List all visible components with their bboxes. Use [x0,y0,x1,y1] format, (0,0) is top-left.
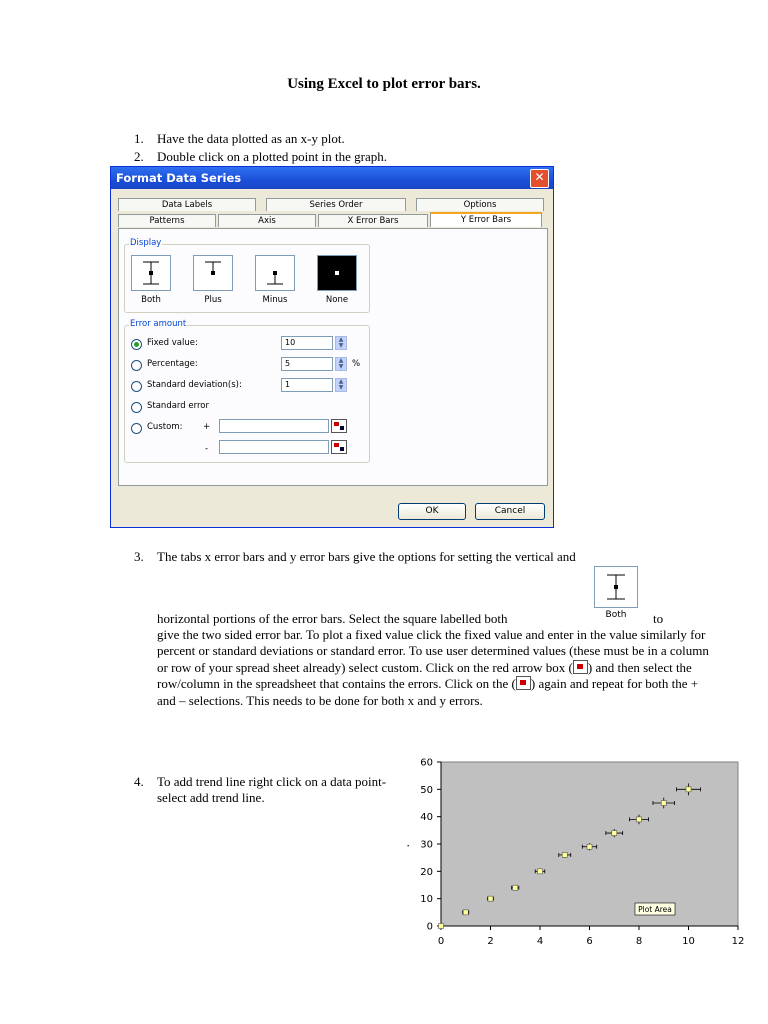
step-number: 1. [134,131,144,146]
percent-sign: % [352,359,361,369]
data-point [439,924,444,929]
chart-svg [402,752,752,962]
step-1 [134,131,694,147]
instruction-text: give the two sided error bar. To plot a fixed value click the fixed value and enter in the value similarly for percent or standard deviations or standard error. To use user determined values (these must be in a column or row of your spread sheet already) select custom. Click on the red arrow box ( [157,627,709,675]
step-2 [134,149,694,165]
y-tick-label: 0 [426,921,433,933]
tab-y-error-bars[interactable]: Y Error Bars [430,212,542,227]
y-tick-label: 40 [420,812,433,824]
both-thumbnail-label: Both [605,610,627,620]
step-text: The tabs x error bars and y error bars give the options for setting the vertical and [157,549,576,564]
close-icon[interactable]: ✕ [530,169,549,188]
tab-series-order[interactable]: Series Order [266,198,406,211]
instruction-line [157,611,717,627]
error-bar-chart [402,752,752,962]
error-amount-label: Error amount [130,319,187,329]
tab-x-error-bars[interactable]: X Error Bars [318,214,428,227]
fixed-value-input[interactable]: 10 [281,336,333,350]
none-bar-icon [318,256,356,290]
x-tick-label: 6 [586,936,593,947]
format-data-series-dialog [110,166,554,528]
y-tick-label: 10 [420,894,433,906]
x-tick-label: 2 [487,936,494,947]
step-text: Double click on a plotted point in the graph. [157,149,387,164]
minus-bar-icon [256,256,294,290]
display-both-option[interactable] [131,255,171,291]
both-option-thumbnail [594,566,638,608]
plot-area-tooltip-label: Plot Area [638,905,672,914]
instruction-text: horizontal portions of the error bars. Select the square labelled both [157,611,508,626]
y-tick-label: 30 [420,839,433,851]
stray-mark: · [406,838,411,853]
custom-minus-sign: - [205,444,209,454]
custom-label: Custom: [147,422,183,432]
x-tick-label: 12 [731,936,745,947]
display-plus-option[interactable] [193,255,233,291]
custom-radio[interactable] [131,423,142,434]
data-point [612,831,617,836]
display-option-label: Both [141,295,161,305]
data-point [562,852,567,857]
tab-axis[interactable]: Axis [218,214,316,227]
y-tick-label: 20 [420,866,433,878]
x-tick-label: 0 [437,936,445,947]
data-point [538,869,543,874]
display-option-label: Minus [262,295,288,305]
instruction-text: ) and then select the row/column in the spreadsheet that contains the errors. Click on the ( [157,659,692,692]
step-text: Have the data plotted as an x-y plot. [157,131,345,146]
tab-patterns[interactable]: Patterns [118,214,216,227]
fixed-value-radio[interactable] [131,339,142,350]
data-point [587,844,592,849]
red-arrow-box-icon [573,660,588,674]
tab-data-labels[interactable]: Data Labels [118,198,256,211]
step-number: 3. [134,549,144,564]
red-arrow-box-icon [516,676,531,690]
data-point [686,787,691,792]
fixed-value-stepper[interactable]: ▲ ▼ [335,336,347,350]
x-tick-label: 4 [536,936,544,947]
x-tick-label: 10 [682,936,695,947]
fixed-value-label: Fixed value: [147,338,198,348]
custom-plus-sign: + [203,422,211,432]
y-tick-label: 50 [420,784,433,796]
custom-plus-input[interactable] [219,419,329,433]
stddev-label: Standard deviation(s): [147,380,242,390]
percentage-input[interactable]: 5 [281,357,333,371]
both-bar-icon [595,567,637,607]
both-bar-icon [132,256,170,290]
ok-button[interactable]: OK [398,503,466,520]
dialog-title: Format Data Series [116,171,242,185]
stderr-label: Standard error [147,401,209,411]
instruction-paragraph [157,627,717,709]
stderr-radio[interactable] [131,402,142,413]
percentage-label: Percentage: [147,359,198,369]
display-none-option[interactable] [317,255,357,291]
error-amount-group [124,319,370,463]
instruction-text: ) again and repeat for both the + and – selections. This needs to be done for both x and y errors. [157,676,699,708]
range-selector-icon[interactable] [331,419,347,433]
cancel-button[interactable]: Cancel [475,503,545,520]
y-tick-label: 60 [420,757,433,769]
tab-panel [118,228,548,486]
step-number: 4. [134,774,144,789]
data-point [488,896,493,901]
display-group-label: Display [130,238,162,248]
stddev-radio[interactable] [131,381,142,392]
x-tick-label: 8 [635,936,643,947]
data-point [661,801,666,806]
instruction-text: to [653,611,664,626]
percentage-stepper[interactable]: ▲ ▼ [335,357,347,371]
step-text: To add trend line right click on a data point- select add trend line. [157,774,387,805]
step-number: 2. [134,149,144,164]
tab-options[interactable]: Options [416,198,544,211]
display-group [124,238,370,313]
percentage-radio[interactable] [131,360,142,371]
range-selector-icon[interactable] [331,440,347,454]
dialog-title-bar [111,167,553,189]
data-point [637,817,642,822]
custom-minus-input[interactable] [219,440,329,454]
data-point [513,885,518,890]
step-3 [134,549,734,565]
display-option-label: Plus [204,295,222,305]
step-4 [134,774,399,808]
plus-bar-icon [194,256,232,290]
display-option-label: None [325,295,349,305]
stddev-input[interactable]: 1 [281,378,333,392]
stddev-stepper[interactable]: ▲ ▼ [335,378,347,392]
data-point [463,910,468,915]
display-minus-option[interactable] [255,255,295,291]
document-title: Using Excel to plot error bars. [287,76,481,92]
